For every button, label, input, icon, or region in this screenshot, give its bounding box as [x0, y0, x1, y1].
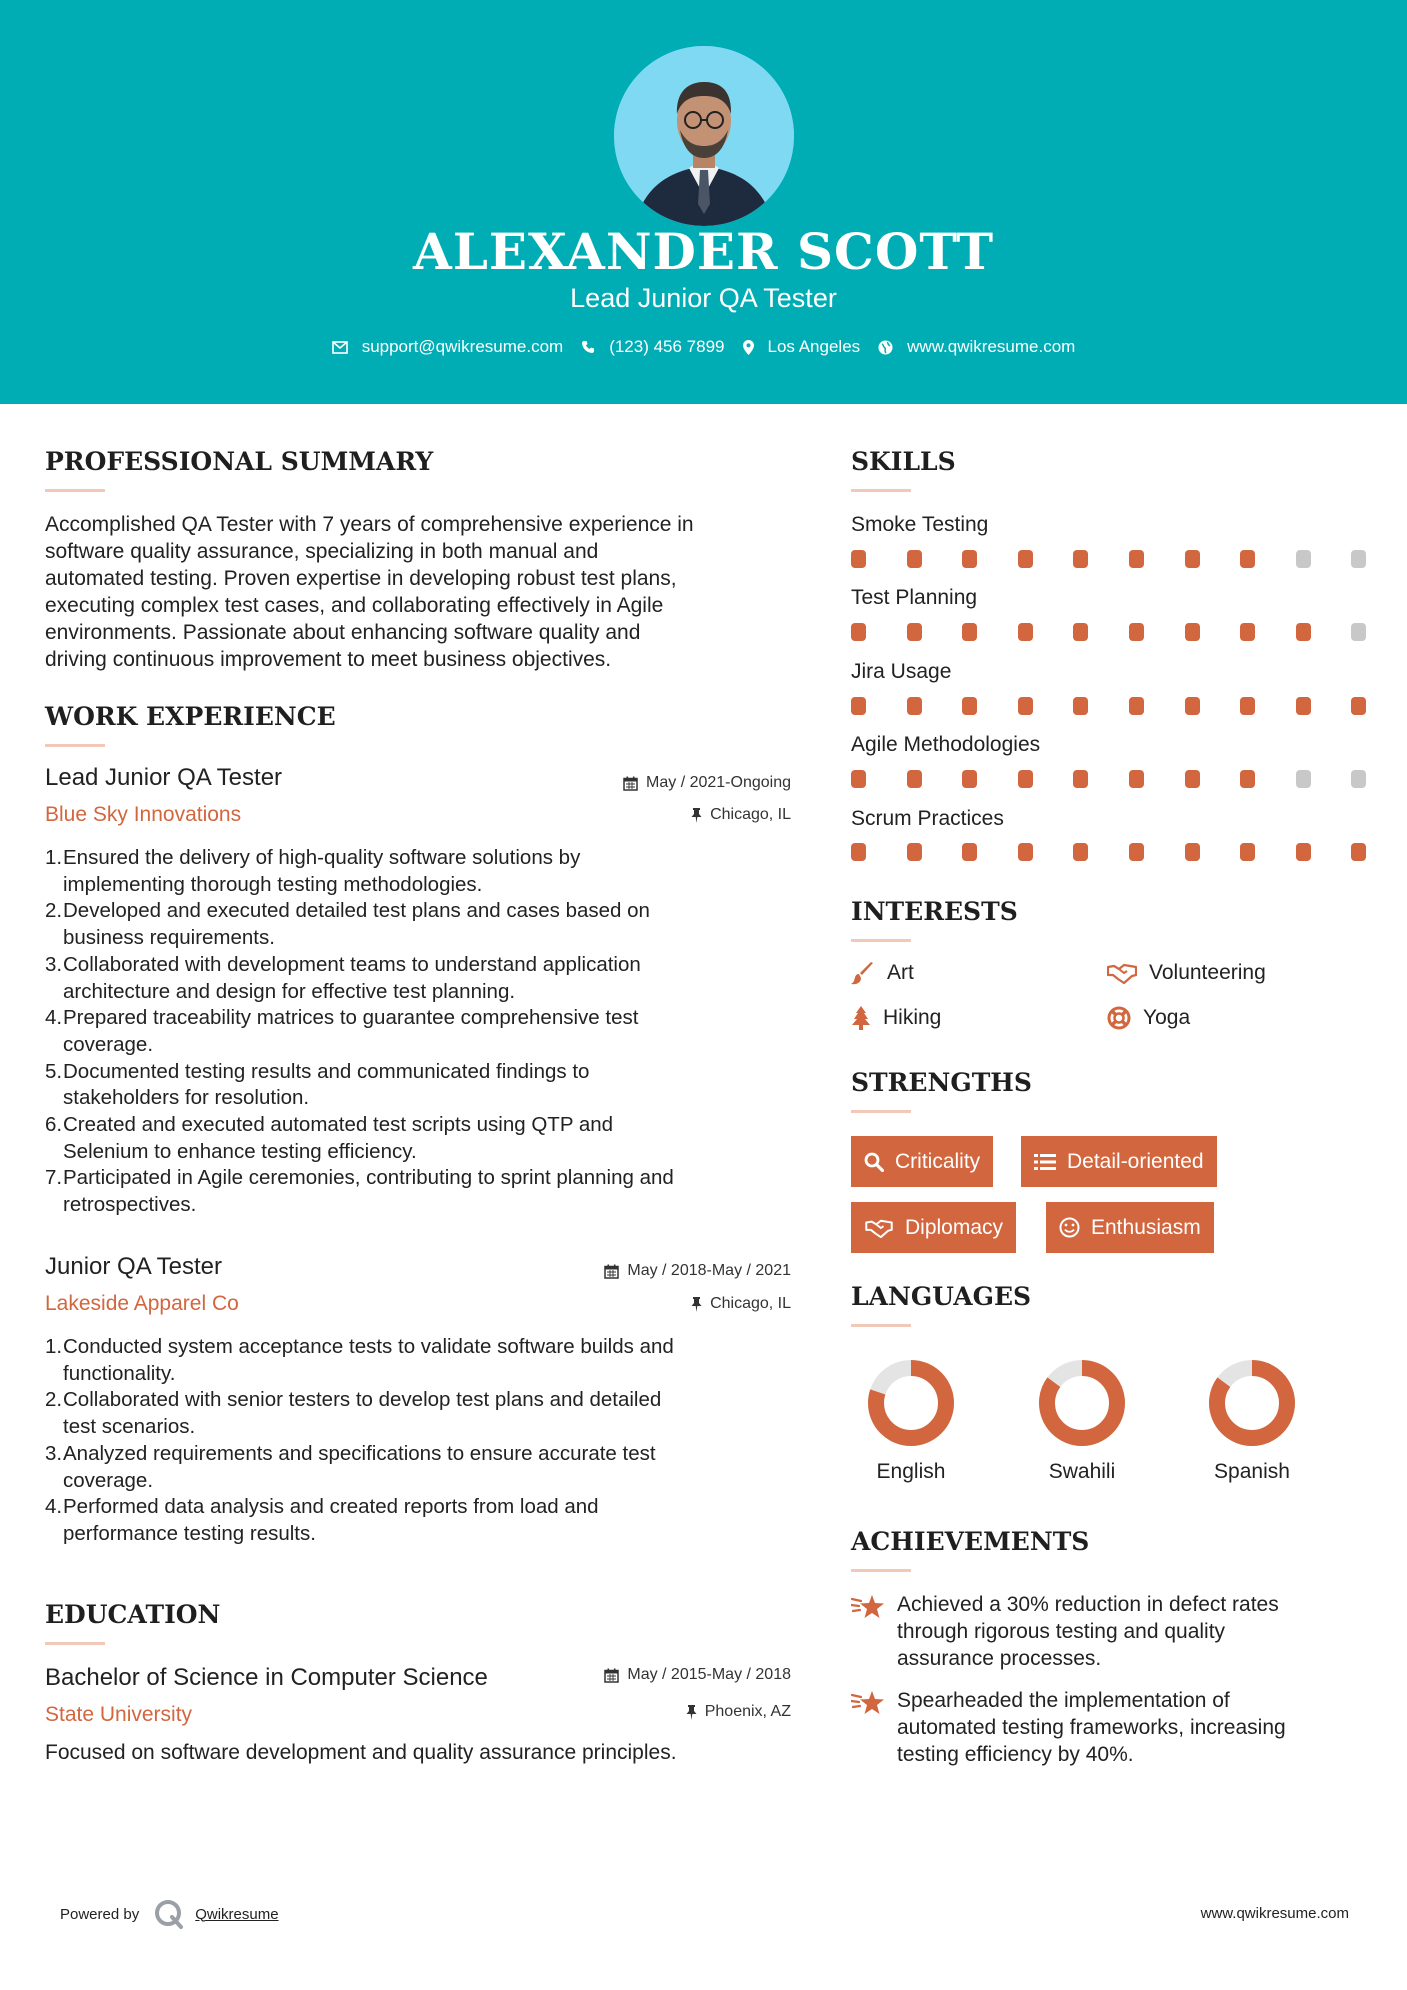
skill-name: Agile Methodologies	[851, 733, 1041, 756]
rating-dot-filled	[1018, 623, 1033, 641]
bullet-line: business requirements.	[63, 926, 275, 950]
interest-label: Hiking	[883, 1006, 942, 1029]
bullet-line: Prepared traceability matrices to guarantee comprehensive test	[63, 1006, 639, 1030]
education-heading: EDUCATION	[45, 1600, 221, 1629]
rating-dot-filled	[1018, 770, 1033, 788]
envelope-icon	[332, 341, 348, 354]
rating-dot-filled	[1351, 697, 1366, 715]
skill-rating	[851, 550, 1365, 568]
strength-tag	[851, 1202, 1016, 1253]
list-icon	[1034, 1153, 1056, 1171]
achievement-text	[897, 1687, 1286, 1768]
rating-dot-filled	[907, 623, 922, 641]
paintbrush-icon	[851, 961, 875, 985]
smile-icon	[1059, 1217, 1080, 1238]
interests-heading: INTERESTS	[851, 897, 1018, 926]
achievement-item	[851, 1687, 1371, 1768]
bullet-number: 4.	[45, 1006, 63, 1030]
rating-dot-filled	[1240, 697, 1255, 715]
achievement-line: through rigorous testing and quality	[897, 1620, 1226, 1643]
bullet-number: 2.	[45, 899, 63, 923]
contact-location	[743, 337, 861, 357]
pushpin-icon	[691, 1297, 702, 1312]
achievements-underline	[851, 1569, 911, 1572]
interest-item	[1107, 961, 1266, 985]
email-text: support@qwikresume.com	[361, 337, 564, 356]
language-item	[1012, 1360, 1152, 1484]
bullet-line: stakeholders for resolution.	[63, 1086, 310, 1110]
rating-dot-filled	[1240, 550, 1255, 568]
rating-dot-filled	[1129, 770, 1144, 788]
strength-tag	[1046, 1202, 1214, 1253]
strength-label: Detail-oriented	[1067, 1149, 1204, 1173]
education-dates	[604, 1666, 791, 1684]
education-underline	[45, 1642, 105, 1645]
interests-underline	[851, 939, 911, 942]
bullet-number: 1.	[45, 846, 63, 869]
contact-website[interactable]	[878, 337, 1075, 357]
summary-line: automated testing. Proven expertise in developing robust test plans,	[45, 567, 677, 590]
rating-dot-empty	[1351, 550, 1366, 568]
rating-dot-filled	[1073, 623, 1088, 641]
achievement-line: Spearheaded the implementation of	[897, 1689, 1230, 1712]
language-donut	[1209, 1360, 1295, 1446]
bullet-line: Analyzed requirements and specifications to ensure accurate test	[63, 1441, 656, 1465]
summary-text	[45, 511, 785, 673]
languages-underline	[851, 1324, 911, 1327]
skill-rating	[851, 843, 1365, 861]
bullet-line: Performed data analysis and created reports from load and	[63, 1495, 599, 1519]
skills-underline	[851, 489, 911, 492]
summary-line: software quality assurance, specializing in both manual and	[45, 540, 599, 563]
language-item	[1182, 1360, 1322, 1484]
life-ring-icon	[1107, 1006, 1131, 1030]
footer-website[interactable]: www.qwikresume.com	[1200, 1905, 1349, 1922]
interest-label: Art	[887, 961, 914, 984]
rating-dot-filled	[1296, 697, 1311, 715]
list-item	[45, 1059, 795, 1112]
bullet-line: implementing thorough testing methodologies.	[63, 872, 483, 896]
rating-dot-filled	[1073, 843, 1088, 861]
rating-dot-filled	[1129, 843, 1144, 861]
job-location	[691, 806, 791, 824]
pushpin-icon	[691, 808, 702, 823]
company-name: Blue Sky Innovations	[45, 803, 242, 826]
rating-dot-empty	[1296, 770, 1311, 788]
strength-label: Criticality	[895, 1149, 981, 1173]
rating-dot-filled	[1129, 550, 1144, 568]
bullet-line: coverage.	[63, 1468, 154, 1492]
strength-tag	[851, 1136, 993, 1187]
resume-header	[0, 0, 1407, 404]
language-item	[841, 1360, 981, 1484]
language-donut	[868, 1360, 954, 1446]
rating-dot-filled	[907, 550, 922, 568]
rating-dot-filled	[1129, 697, 1144, 715]
rating-dot-filled	[1185, 843, 1200, 861]
bullet-line: Documented testing results and communicated findings to	[63, 1059, 590, 1083]
job-bullets	[45, 845, 795, 1219]
summary-line: Accomplished QA Tester with 7 years of comprehensive experience in	[45, 513, 694, 536]
achievement-text	[897, 1591, 1279, 1672]
strengths-underline	[851, 1110, 911, 1113]
rating-dot-filled	[851, 843, 866, 861]
company-name: Lakeside Apparel Co	[45, 1292, 239, 1315]
rating-dot-filled	[1073, 697, 1088, 715]
interest-item	[1107, 1006, 1190, 1030]
map-pin-icon	[743, 340, 754, 355]
handshake-icon	[1107, 962, 1137, 984]
rating-dot-filled	[907, 697, 922, 715]
rating-dot-filled	[1296, 843, 1311, 861]
strengths-heading: STRENGTHS	[851, 1068, 1032, 1097]
achievement-line: testing efficiency by 40%.	[897, 1743, 1134, 1766]
candidate-name: ALEXANDER SCOTT	[412, 222, 995, 281]
rating-dot-filled	[851, 623, 866, 641]
bullet-line: Ensured the delivery of high-quality software solutions by	[63, 846, 581, 869]
rating-dot-filled	[1185, 623, 1200, 641]
strength-tag	[1021, 1136, 1217, 1187]
bullet-line: functionality.	[63, 1361, 176, 1385]
bullet-line: architecture and design for effective test planning.	[63, 979, 516, 1003]
education-location	[686, 1703, 791, 1721]
bullet-line: retrospectives.	[63, 1193, 197, 1217]
bullet-number: 5.	[45, 1059, 63, 1083]
strength-label: Enthusiasm	[1091, 1215, 1201, 1239]
job-location-text: Chicago, IL	[710, 1295, 791, 1312]
strength-label: Diplomacy	[905, 1215, 1004, 1239]
contact-phone[interactable]	[581, 337, 724, 357]
rating-dot-filled	[1351, 843, 1366, 861]
list-item	[45, 1441, 795, 1494]
rating-dot-filled	[1018, 697, 1033, 715]
calendar-icon	[604, 1668, 619, 1683]
rating-dot-empty	[1351, 770, 1366, 788]
rating-dot-filled	[1185, 697, 1200, 715]
rating-dot-filled	[1073, 770, 1088, 788]
profile-photo	[614, 46, 794, 226]
bullet-number: 6.	[45, 1113, 63, 1137]
achievement-line: automated testing frameworks, increasing	[897, 1716, 1286, 1739]
job-title: Lead Junior QA Tester	[45, 764, 283, 791]
bullet-number: 3.	[45, 952, 63, 976]
summary-line: driving continuous improvement to meet business objectives.	[45, 648, 612, 671]
rating-dot-empty	[1296, 550, 1311, 568]
rating-dot-filled	[851, 697, 866, 715]
bullet-number: 2.	[45, 1388, 63, 1412]
interest-item	[851, 961, 914, 985]
contact-email[interactable]	[332, 337, 564, 357]
tree-icon	[851, 1006, 871, 1030]
achievement-item	[851, 1591, 1371, 1672]
handshake-icon	[864, 1218, 894, 1238]
rating-dot-filled	[851, 770, 866, 788]
achievement-line: Achieved a 30% reduction in defect rates	[897, 1593, 1279, 1616]
bullet-line: performance testing results.	[63, 1521, 316, 1545]
bullet-number: 7.	[45, 1166, 63, 1190]
list-item	[45, 1494, 795, 1547]
rating-dot-filled	[962, 697, 977, 715]
footer-powered-by	[60, 1898, 279, 1930]
rating-dot-filled	[1185, 770, 1200, 788]
qwikresume-link[interactable]: Qwikresume	[195, 1905, 279, 1923]
location-text: Los Angeles	[767, 337, 861, 356]
rating-dot-empty	[1351, 623, 1366, 641]
education-description: Focused on software development and quality assurance principles.	[45, 1741, 677, 1764]
rating-dot-filled	[907, 843, 922, 861]
bullet-line: Participated in Agile ceremonies, contributing to sprint planning and	[63, 1166, 674, 1190]
interest-label: Volunteering	[1149, 961, 1266, 984]
bullet-line: Collaborated with development teams to understand application	[63, 952, 641, 976]
contact-bar	[0, 337, 1407, 357]
summary-line: executing complex test cases, and collaborating effectively in Agile	[45, 594, 664, 617]
skill-name: Smoke Testing	[851, 513, 989, 536]
skill-name: Jira Usage	[851, 660, 952, 683]
list-item	[45, 1112, 795, 1165]
job-location-text: Chicago, IL	[710, 806, 791, 823]
rating-dot-filled	[1073, 550, 1088, 568]
powered-by-text: Powered by	[60, 1905, 140, 1923]
list-item	[45, 1387, 795, 1440]
candidate-title: Lead Junior QA Tester	[570, 283, 837, 313]
job-dates	[623, 774, 791, 792]
rating-dot-filled	[962, 770, 977, 788]
language-label: Spanish	[1214, 1460, 1290, 1483]
education-location-text: Phoenix, AZ	[704, 1703, 791, 1720]
list-item	[45, 952, 795, 1005]
summary-heading: PROFESSIONAL SUMMARY	[45, 447, 434, 476]
education-dates-text: May / 2015-May / 2018	[627, 1666, 791, 1683]
bullet-number: 1.	[45, 1335, 63, 1358]
rating-dot-filled	[1018, 550, 1033, 568]
rating-dot-filled	[1240, 843, 1255, 861]
rating-dot-filled	[1018, 843, 1033, 861]
job-title: Junior QA Tester	[45, 1253, 222, 1280]
rating-dot-filled	[1185, 550, 1200, 568]
calendar-icon	[604, 1264, 619, 1279]
globe-icon	[878, 340, 893, 355]
bullet-line: test scenarios.	[63, 1415, 196, 1439]
rating-dot-filled	[962, 623, 977, 641]
list-item	[45, 1005, 795, 1058]
interest-item	[851, 1006, 941, 1030]
skill-rating	[851, 697, 1365, 715]
shooting-star-icon	[851, 1689, 885, 1717]
list-item	[45, 845, 795, 898]
list-item	[45, 898, 795, 951]
skill-name: Test Planning	[851, 586, 978, 609]
skill-name: Scrum Practices	[851, 807, 1004, 830]
bullet-number: 4.	[45, 1495, 63, 1519]
rating-dot-filled	[851, 550, 866, 568]
search-icon	[864, 1152, 884, 1172]
skills-heading: SKILLS	[851, 447, 956, 476]
languages-heading: LANGUAGES	[851, 1282, 1032, 1311]
language-label: English	[876, 1460, 946, 1483]
experience-underline	[45, 744, 105, 747]
rating-dot-filled	[1129, 623, 1144, 641]
bullet-number: 3.	[45, 1441, 63, 1465]
phone-text: (123) 456 7899	[609, 337, 725, 356]
summary-line: environments. Passionate about enhancing software quality and	[45, 621, 641, 644]
bullet-line: Selenium to enhance testing efficiency.	[63, 1139, 417, 1163]
skill-rating	[851, 770, 1365, 788]
language-donut	[1039, 1360, 1125, 1446]
school-name: State University	[45, 1703, 193, 1726]
job-bullets	[45, 1334, 795, 1548]
qwikresume-logo-icon	[153, 1898, 185, 1930]
calendar-icon	[623, 776, 638, 791]
language-label: Swahili	[1048, 1460, 1116, 1483]
bullet-line: Developed and executed detailed test plans and cases based on	[63, 899, 650, 923]
job-dates-text: May / 2021-Ongoing	[646, 774, 791, 791]
interest-label: Yoga	[1143, 1006, 1191, 1029]
experience-heading: WORK EXPERIENCE	[45, 702, 336, 731]
shooting-star-icon	[851, 1593, 885, 1621]
bullet-line: Created and executed automated test scripts using QTP and	[63, 1113, 614, 1137]
summary-underline	[45, 489, 105, 492]
bullet-line: Collaborated with senior testers to develop test plans and detailed	[63, 1388, 662, 1412]
rating-dot-filled	[1296, 623, 1311, 641]
bullet-line: coverage.	[63, 1032, 154, 1056]
achievement-line: assurance processes.	[897, 1647, 1102, 1670]
bullet-line: Conducted system acceptance tests to validate software builds and	[63, 1335, 674, 1358]
job-dates	[604, 1262, 791, 1280]
rating-dot-filled	[907, 770, 922, 788]
rating-dot-filled	[1240, 770, 1255, 788]
website-text: www.qwikresume.com	[907, 337, 1076, 356]
achievements-heading: ACHIEVEMENTS	[851, 1527, 1090, 1556]
rating-dot-filled	[962, 843, 977, 861]
job-location	[691, 1295, 791, 1313]
job-dates-text: May / 2018-May / 2021	[627, 1262, 791, 1279]
rating-dot-filled	[962, 550, 977, 568]
phone-icon	[581, 340, 595, 354]
rating-dot-filled	[1240, 623, 1255, 641]
skill-rating	[851, 623, 1365, 641]
pushpin-icon	[686, 1705, 697, 1720]
degree-title: Bachelor of Science in Computer Science	[45, 1664, 488, 1691]
list-item	[45, 1334, 795, 1387]
list-item	[45, 1165, 795, 1218]
